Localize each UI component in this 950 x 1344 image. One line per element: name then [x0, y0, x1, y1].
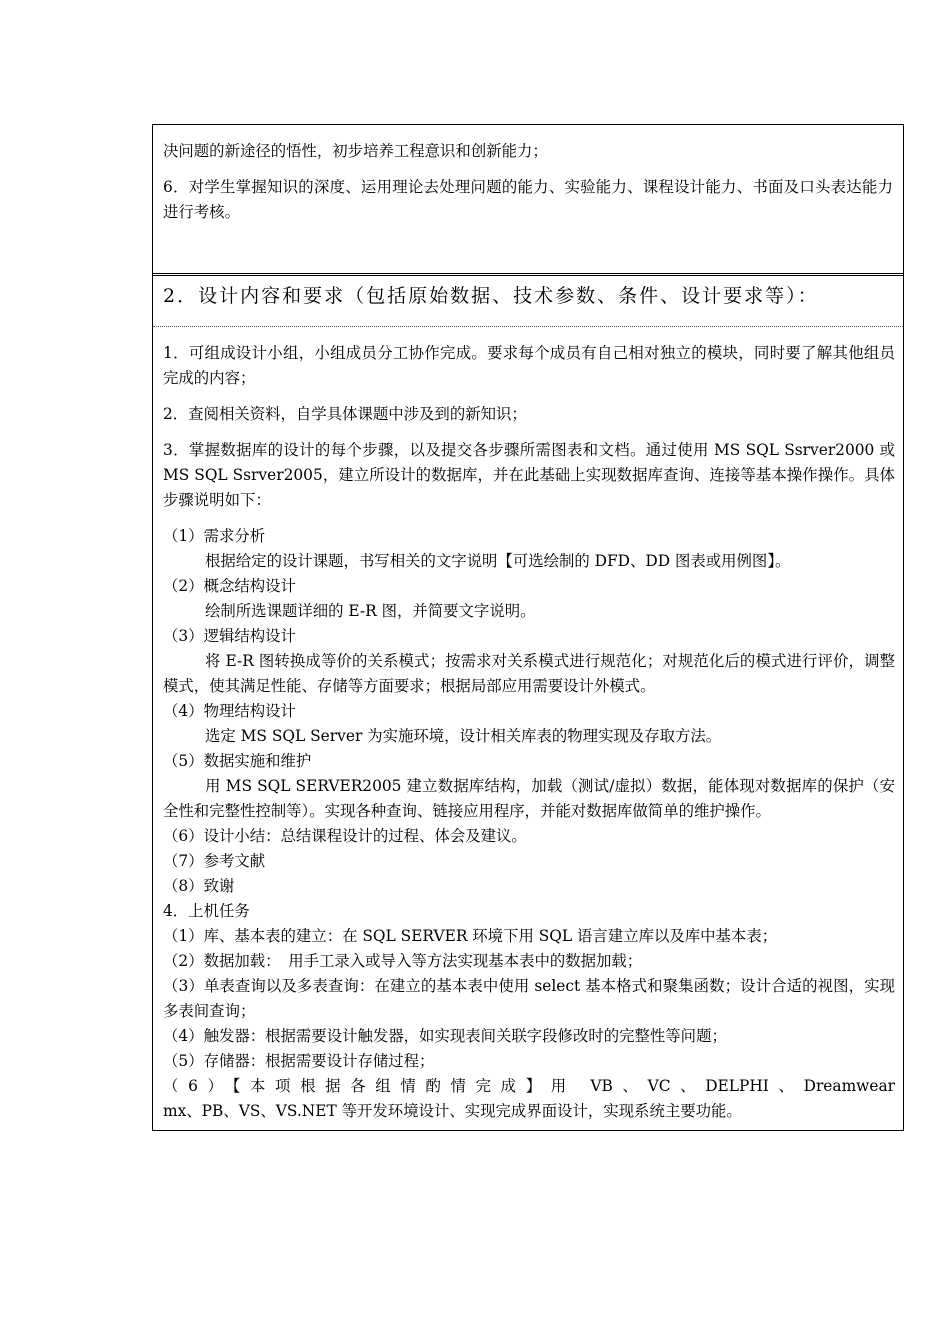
task-6-line-2: mx、PB、VS、VS.NET 等开发环境设计、实现完成界面设计，实现系统主要功能。	[163, 1102, 742, 1120]
objectives-cell	[153, 125, 903, 273]
section-heading: 2．设计内容和要求（包括原始数据、技术参数、条件、设计要求等）：	[163, 285, 819, 307]
task-6-line-1: （6）【本项根据各组情酌情完成】用 VB、VC、DELPHI、Dreamwear	[163, 1077, 895, 1095]
objective-item-6: 6．对学生掌握知识的深度、运用理论去处理问题的能力、实验能力、课程设计能力、书面及口头表达能力进行考核。	[163, 178, 893, 221]
step-2-body: 绘制所选课题详细的 E-R 图，并简要文字说明。	[205, 602, 536, 620]
requirement-item-1: 1．可组成设计小组，小组成员分工协作完成。要求每个成员有自己相对独立的模块，同时要了解其他组员完成的内容；	[163, 344, 895, 387]
step-3-body: 将 E-R 图转换成等价的关系模式；按需求对关系模式进行规范化；对规范化后的模式进行评价，调整模式，使其满足性能、存储等方面要求；根据局部应用需要设计外模式。	[163, 652, 895, 695]
step-4-body: 选定 MS SQL Server 为实施环境，设计相关库表的物理实现及存取方法。	[205, 727, 722, 745]
design-heading-cell	[153, 276, 903, 326]
step-7: （7）参考文献	[163, 852, 266, 870]
step-3-title: （3）逻辑结构设计	[163, 627, 296, 645]
step-4-title: （4）物理结构设计	[163, 702, 296, 720]
objective-continuation: 决问题的新途径的悟性，初步培养工程意识和创新能力；	[163, 142, 548, 160]
task-2: （2）数据加载： 用手工录入或导入等方法实现基本表中的数据加载；	[163, 952, 643, 970]
step-8: （8）致谢	[163, 877, 235, 895]
task-5: （5）存储器：根据需要设计存储过程；	[163, 1052, 435, 1070]
step-1-title: （1）需求分析	[163, 527, 266, 545]
task-1: （1）库、基本表的建立：在 SQL SERVER 环境下用 SQL 语言建立库以及库中基本表；	[163, 927, 778, 945]
requirement-item-3: 3．掌握数据库的设计的每个步骤，以及提交各步骤所需图表和文档。通过使用 MS SQL Ssrver2000 或 MS SQL Ssrver2005，建立所设计的数据库，并在此基础上实现数据库查询、连接等基本操作操作。具体步骤说明如下：	[163, 441, 895, 509]
step-1-body: 根据给定的设计课题，书写相关的文字说明【可选绘制的 DFD、DD 图表或用例图】。	[205, 552, 791, 570]
step-5-body: 用 MS SQL SERVER2005 建立数据库结构，加载（测试/虚拟）数据，能体现对数据库的保护（安全性和完整性控制等）。实现各种查询、链接应用程序，并能对数据库做简单的维护操作。	[163, 777, 895, 820]
task-4: （4）触发器：根据需要设计触发器，如实现表间关联字段修改时的完整性等问题；	[163, 1027, 727, 1045]
document-table	[152, 124, 904, 1131]
lab-tasks-title: 4．上机任务	[163, 902, 250, 920]
step-6: （6）设计小结：总结课程设计的过程、体会及建议。	[163, 827, 527, 845]
requirement-item-2: 2．查阅相关资料，自学具体课题中涉及到的新知识；	[163, 405, 527, 423]
task-3: （3）单表查询以及多表查询：在建立的基本表中使用 select 基本格式和聚集函数；设计合适的视图，实现多表间查询；	[163, 977, 895, 1020]
requirements-cell	[153, 327, 903, 1130]
step-2-title: （2）概念结构设计	[163, 577, 296, 595]
step-5-title: （5）数据实施和维护	[163, 752, 312, 770]
